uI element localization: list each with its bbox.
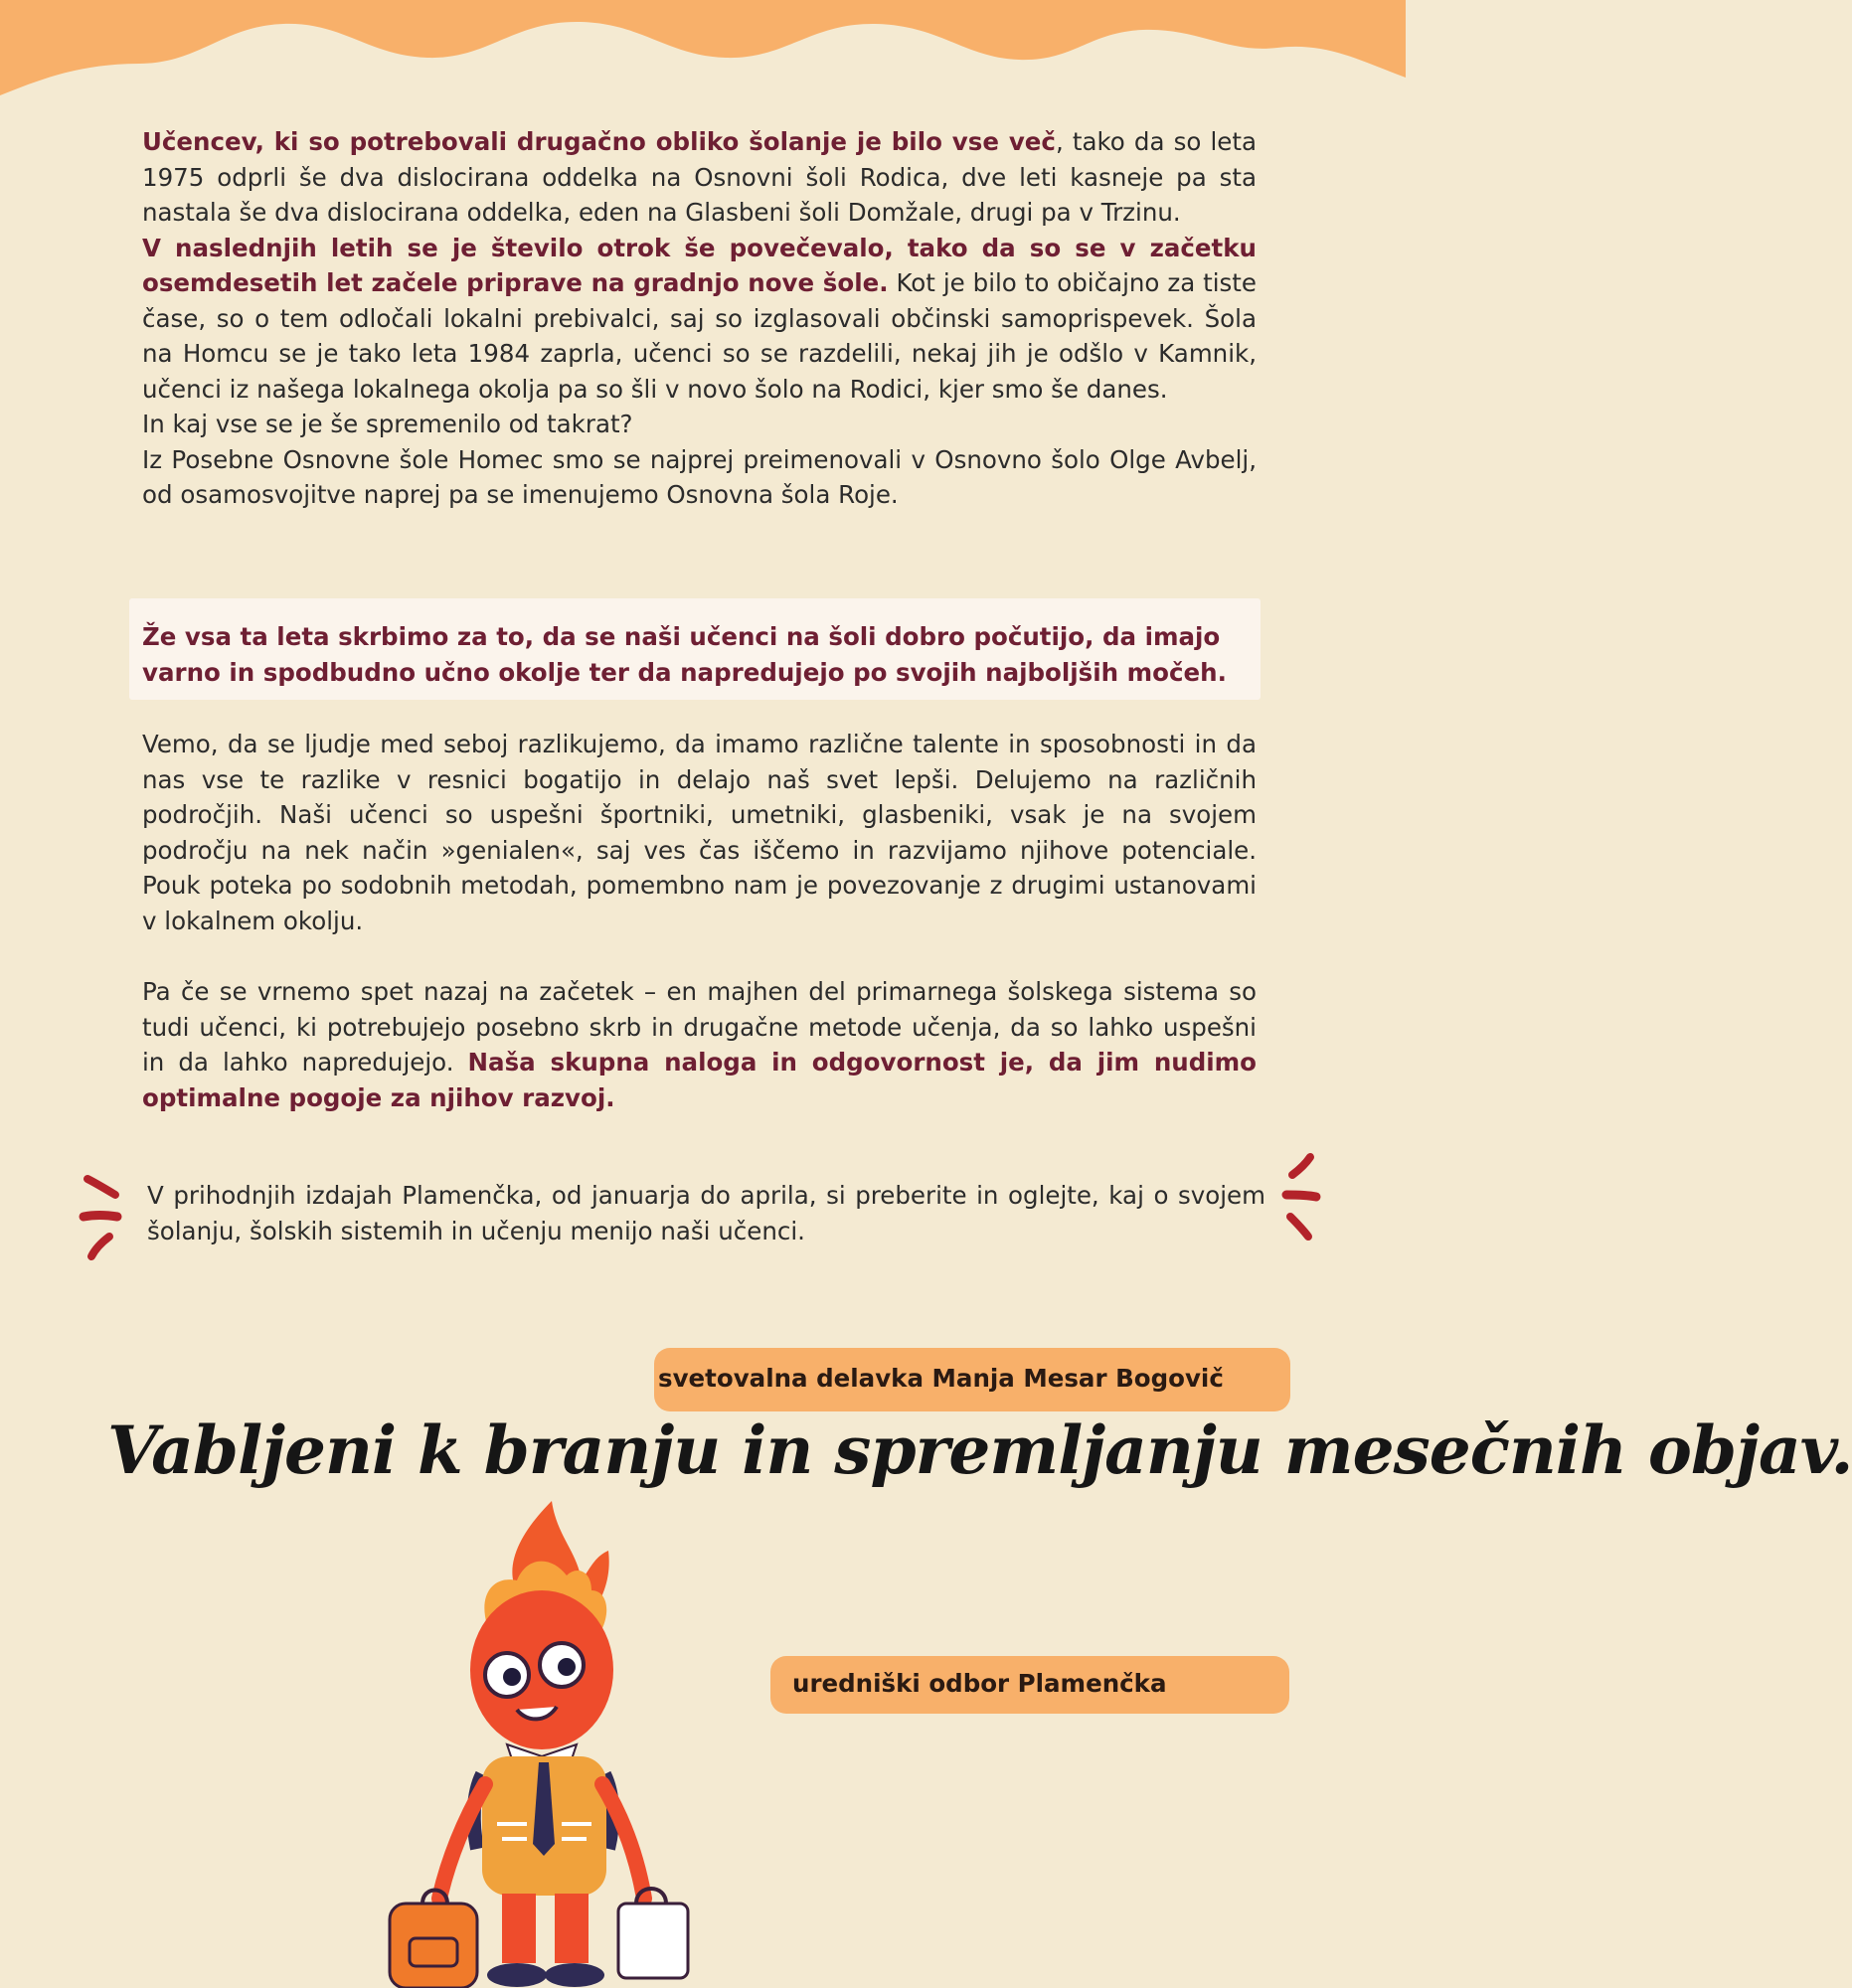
author-name: svetovalna delavka Manja Mesar Bogovič bbox=[658, 1364, 1224, 1393]
right-sparkle-icon bbox=[1274, 1151, 1324, 1241]
invitation-headline: Vabljeni k branju in spremljanju mesečnih objav. bbox=[107, 1411, 1852, 1489]
flame-mascot-illustration bbox=[378, 1496, 716, 1988]
article-body-top bbox=[142, 124, 1257, 513]
paragraph-6-text: Pa če se vrnemo spet nazaj na začetek – en majhen del primarnega šolskega sistema so tudi učenci, ki potrebujejo posebno skrb in drugačne metode učenja, da so lahko uspešni in da lahko napredujejo. bbox=[142, 977, 1257, 1077]
paragraph-6-emphasis: Naša skupna naloga in odgovornost je, da jim nudimo optimalne pogoje za njihov razvoj. bbox=[142, 1048, 1257, 1112]
paragraph-2 bbox=[142, 231, 1257, 408]
paragraph-2-emphasis: V naslednjih letih se je število otrok še povečevalo, tako da so se v začetku osemdesetih let začele priprave na gradnjo nove šole. bbox=[142, 233, 1257, 297]
paragraph-1 bbox=[142, 124, 1257, 231]
paragraph-1-emphasis: Učencev, ki so potrebovali drugačno obliko šolanje je bilo vse več bbox=[142, 127, 1056, 156]
paragraph-2-text: Kot je bilo to običajno za tiste čase, so o tem odločali lokalni prebivalci, saj so izglasovali občinski samoprispevek. Šola na Homcu se je tako leta 1984 zaprla, učenci so se razdelili, nekaj jih je odšlo v Kamnik, učenci iz našega lokalnega okolja pa so šli v novo šolo na Rodici, kjer smo še danes. bbox=[142, 268, 1257, 404]
editors-label bbox=[770, 1656, 1289, 1714]
announcement-text: V prihodnjih izdajah Plamenčka, od januarja do aprila, si preberite in oglejte, kaj o svojem šolanju, šolskih sistemih in učenju menijo naši učenci. bbox=[147, 1181, 1265, 1245]
top-wave-decoration bbox=[0, 0, 1406, 109]
paragraph-3: In kaj vse se je še spremenilo od takrat? bbox=[142, 410, 633, 438]
article-body-bottom bbox=[142, 974, 1257, 1115]
paragraph-4: Iz Posebne Osnovne šole Homec smo se najprej preimenovali v Osnovno šolo Olge Avbelj, od osamosvojitve naprej pa se imenujemo Osnovna šola Roje. bbox=[142, 444, 1257, 509]
paragraph-1-text: , tako da so leta 1975 odprli še dva dislocirana oddelka na Osnovni šoli Rodica, dve leti kasneje pa sta nastala še dva dislocirana oddelka, eden na Glasbeni šoli Domžale, drugi pa v Trzinu. bbox=[142, 127, 1257, 227]
article-body-middle bbox=[142, 727, 1257, 938]
paragraph-6 bbox=[142, 974, 1257, 1115]
paragraph-5: Vemo, da se ljudje med seboj razlikujemo, da imamo različne talente in sposobnosti in da nas vse te razlike v resnici bogatijo in delajo naš svet lepši. Delujemo na različnih področjih. Naši učenci so uspešni športniki, umetniki, glasbeniki, vsak je na svojem področju na nek način »genialen«, saj ves čas iščemo in razvijamo njihove potenciale. Pouk poteka po sodobnih metodah, pomembno nam je povezovanje z drugimi ustanovami v lokalnem okolju. bbox=[142, 730, 1257, 935]
highlight-text: Že vsa ta leta skrbimo za to, da se naši učenci na šoli dobro počutijo, da imajo varno in spodbudno učno okolje ter da napredujejo po svojih najboljših močeh. bbox=[142, 622, 1227, 687]
editors-name: uredniški odbor Plamenčka bbox=[792, 1669, 1167, 1698]
left-sparkle-icon bbox=[80, 1173, 129, 1262]
author-label bbox=[654, 1348, 1290, 1411]
